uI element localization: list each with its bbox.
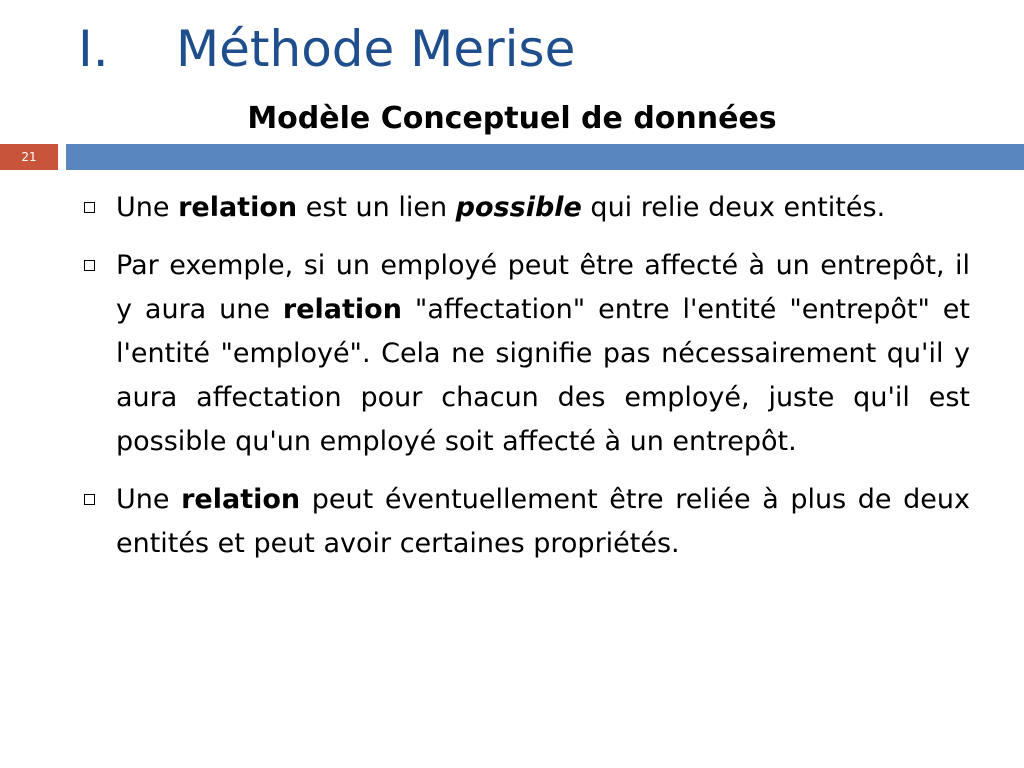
- slide-number: 21: [21, 150, 37, 164]
- title-text: Méthode Merise: [176, 20, 576, 78]
- bullet-bold-text: relation: [181, 484, 301, 515]
- bullet-text: qui relie deux entités.: [581, 192, 886, 223]
- bullet-bold-italic-text: possible: [455, 192, 582, 223]
- title-number: I.: [78, 20, 109, 78]
- bullet-text: est un lien: [297, 192, 456, 223]
- bullet-item: [80, 478, 970, 566]
- bullet-text: Par exemple, si un employé peut être affecté à un entrepôt, il y aura une: [116, 250, 970, 325]
- bullet-text: peut éventuellement être reliée à plus de deux entités et peut avoir certaines propriétés.: [116, 484, 970, 559]
- header-bar: [66, 144, 1024, 170]
- bullet-text: Une: [116, 484, 182, 515]
- square-bullet-icon: [84, 494, 95, 505]
- bullet-bold-text: relation: [282, 294, 402, 325]
- bullet-bold-text: relation: [178, 192, 298, 223]
- square-bullet-icon: [84, 202, 95, 213]
- slide-number-badge: [0, 144, 58, 170]
- slide-title: [78, 20, 576, 78]
- slide-subtitle: Modèle Conceptuel de données: [247, 101, 777, 136]
- bullet-item: [80, 244, 970, 464]
- square-bullet-icon: [84, 260, 95, 271]
- bullet-text: Une: [116, 192, 179, 223]
- bullet-item: [80, 186, 970, 230]
- bullet-text: "affectation" entre l'entité "entrepôt" et l'entité "employé". Cela ne signifie pas nécessairement qu'il y aura affectation pour chacun des employé, juste qu'il est possible qu'un employé soit affecté à un entrepôt.: [116, 294, 970, 457]
- bullet-list: [80, 186, 970, 580]
